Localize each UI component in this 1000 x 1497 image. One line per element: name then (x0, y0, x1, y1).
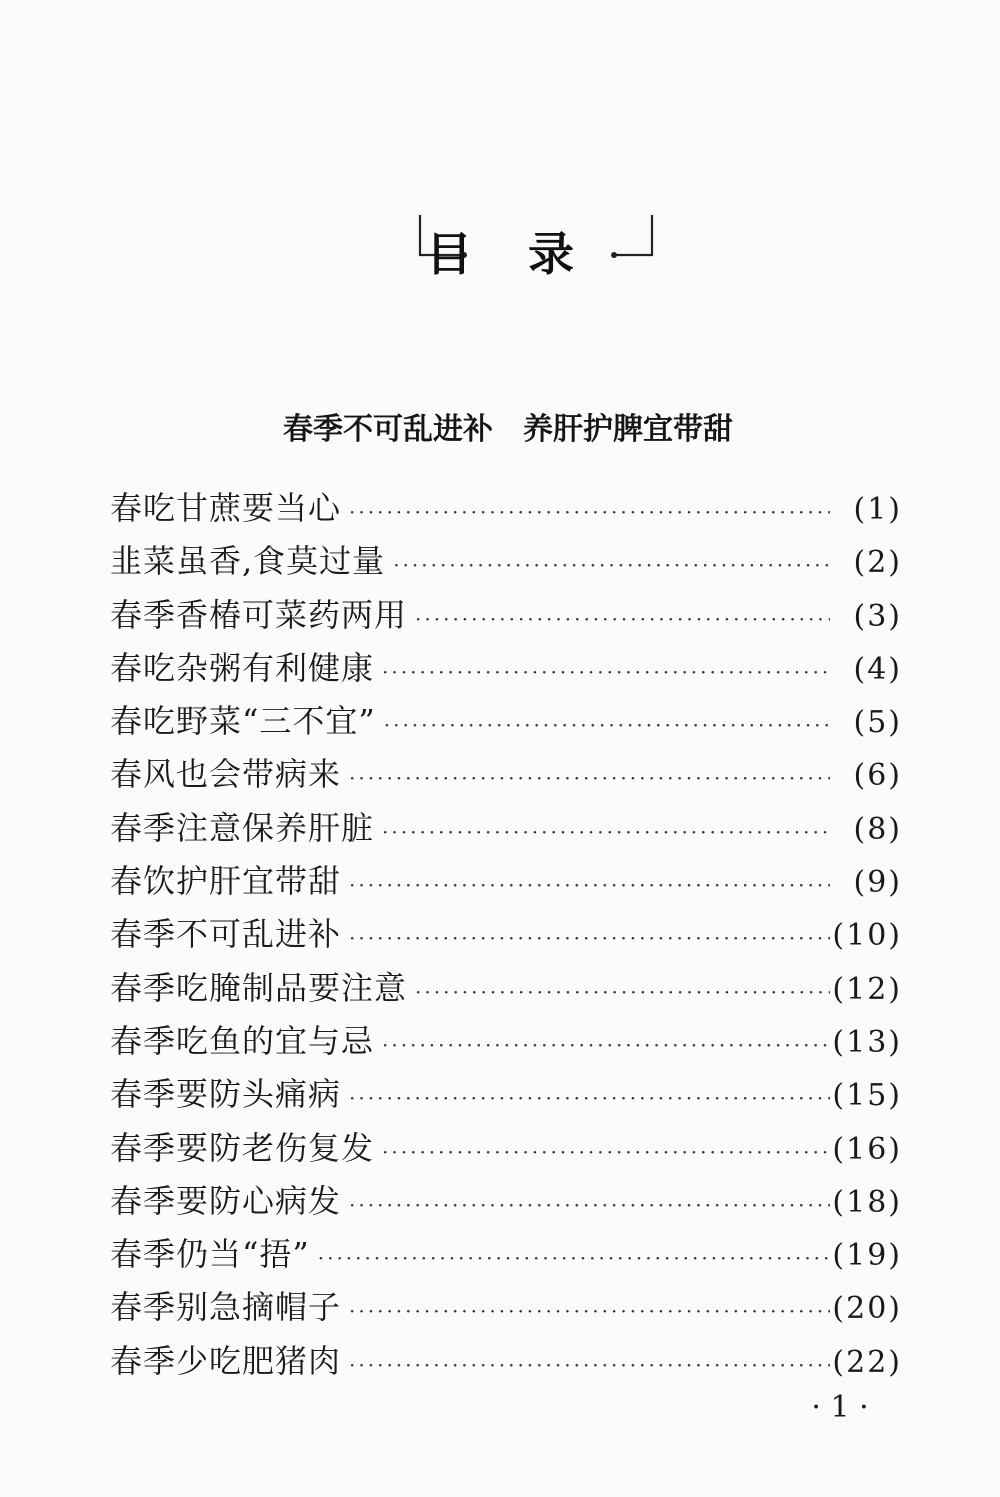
toc-entry-title: 春季吃鱼的宜与忌 (110, 1021, 375, 1060)
toc-leader-dots (341, 1072, 830, 1125)
toc-entry[interactable] (110, 1122, 902, 1175)
table-of-contents (110, 482, 902, 1388)
toc-entry[interactable] (110, 535, 902, 588)
toc-entry[interactable] (110, 642, 902, 695)
toc-entry-page: (2) (853, 545, 902, 581)
toc-leader-dots (341, 1339, 830, 1392)
toc-entry-title: 春季要防心病发 (110, 1181, 342, 1220)
toc-leader-dots (341, 1179, 830, 1232)
toc-entry[interactable] (110, 962, 902, 1015)
toc-entry-title: 春季别急摘帽子 (110, 1288, 342, 1327)
toc-leader-dots (376, 699, 830, 752)
toc-leader-dots (374, 806, 830, 859)
toc-entry-page: (20) (832, 1291, 902, 1327)
toc-entry[interactable] (110, 855, 902, 908)
toc-entry-page: (16) (832, 1131, 902, 1167)
toc-entry-title: 春饮护肝宜带甜 (110, 862, 342, 901)
page-title: 目录 (426, 227, 630, 281)
toc-entry-page: (8) (853, 811, 902, 847)
toc-entry-page: (10) (832, 918, 902, 954)
toc-entry[interactable] (110, 589, 902, 642)
toc-entry[interactable] (110, 1015, 902, 1068)
toc-entry-page: (12) (832, 971, 902, 1007)
toc-entry-title: 春季少吃肥猪肉 (110, 1341, 342, 1380)
toc-entry-title: 春季仍当“捂” (110, 1235, 310, 1274)
toc-entry-title: 春吃杂粥有利健康 (110, 648, 375, 687)
toc-entry-title: 春季要防老伤复发 (110, 1128, 375, 1167)
toc-entry-page: (15) (832, 1078, 902, 1114)
toc-entry-page: (6) (853, 758, 902, 794)
toc-leader-dots (374, 646, 830, 699)
toc-leader-dots (341, 486, 830, 539)
toc-leader-dots (385, 539, 830, 592)
toc-entry[interactable] (110, 748, 902, 801)
toc-entry[interactable] (110, 1068, 902, 1121)
toc-entry-page: (19) (832, 1238, 902, 1274)
toc-leader-dots (374, 1126, 830, 1179)
toc-entry-title: 春季香椿可菜药两用 (110, 595, 408, 634)
toc-leader-dots (407, 966, 830, 1019)
toc-leader-dots (310, 1232, 830, 1285)
toc-entry-title: 春季吃腌制品要注意 (110, 968, 408, 1007)
toc-entry-page: (13) (832, 1024, 902, 1060)
toc-entry-page: (22) (832, 1344, 902, 1380)
toc-leader-dots (341, 1285, 830, 1338)
toc-entry[interactable] (110, 1281, 902, 1334)
toc-entry[interactable] (110, 908, 902, 961)
toc-leader-dots (341, 912, 830, 965)
toc-entry[interactable] (110, 695, 902, 748)
toc-entry-page: (1) (853, 492, 902, 527)
section-heading: 春季不可乱进补 养肝护脾宜带甜 (283, 412, 733, 447)
toc-entry-title: 春吃野菜“三不宜” (110, 702, 376, 741)
toc-leader-dots (341, 752, 830, 805)
toc-entry-page: (5) (853, 705, 902, 741)
toc-entry-title: 春季不可乱进补 (110, 915, 342, 954)
toc-leader-dots (341, 859, 830, 912)
toc-entry-page: (4) (853, 651, 902, 687)
toc-entry[interactable] (110, 1175, 902, 1228)
toc-leader-dots (407, 593, 830, 646)
page-number: · 1 · (811, 1390, 869, 1425)
toc-entry[interactable] (110, 1228, 902, 1281)
toc-entry[interactable] (110, 482, 902, 535)
toc-leader-dots (374, 1019, 830, 1072)
toc-entry-page: (9) (853, 865, 902, 901)
toc-entry-title: 春吃甘蔗要当心 (110, 489, 342, 527)
toc-entry-page: (3) (853, 598, 902, 634)
toc-entry[interactable] (110, 802, 902, 855)
toc-entry-page: (18) (832, 1184, 902, 1220)
toc-entry-title: 春季要防头痛病 (110, 1075, 342, 1114)
toc-entry[interactable] (110, 1335, 902, 1388)
toc-entry-title: 春风也会带病来 (110, 755, 342, 794)
toc-entry-title: 韭菜虽香,食莫过量 (110, 542, 386, 581)
toc-entry-title: 春季注意保养肝脏 (110, 808, 375, 847)
